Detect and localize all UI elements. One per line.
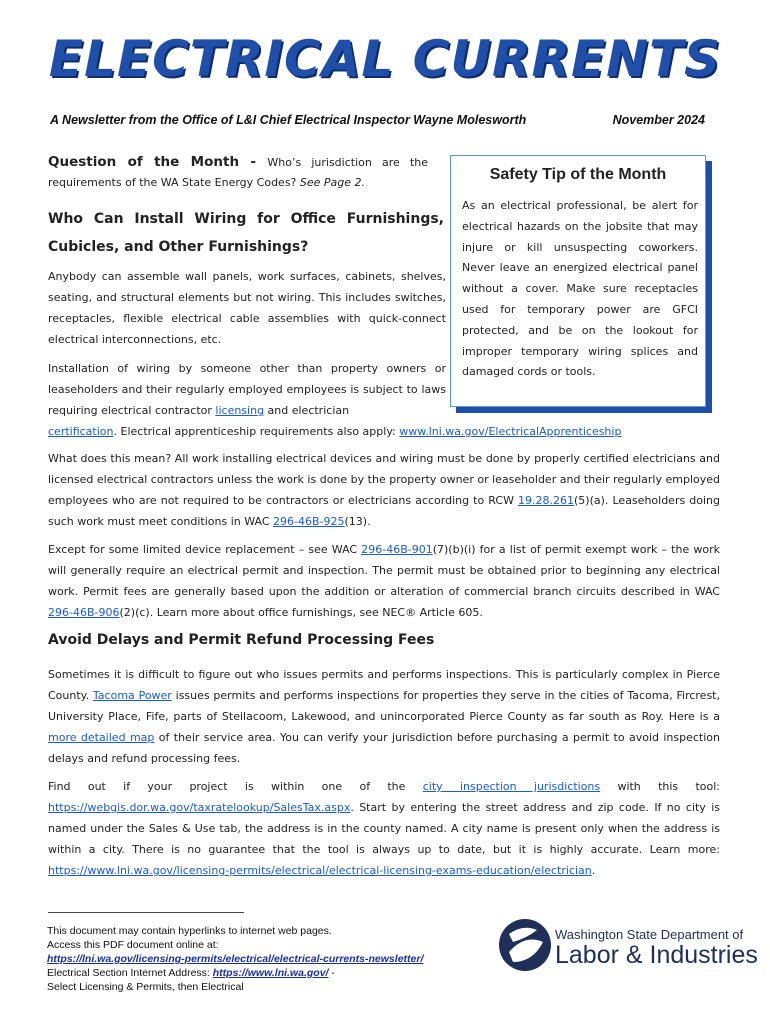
article-heading-permit-fees: Avoid Delays and Permit Refund Processing Fees [48,632,435,648]
wac-901-link[interactable]: 296-46B-901 [361,543,433,556]
article-paragraph [48,358,446,421]
certification-link[interactable]: certification [48,425,114,438]
text-span: of their service area. You can verify your jurisdiction before purchasing a permit to avoid inspection delays and refund processing fees. [48,731,721,765]
footer-line: Electrical Section Internet Address: [47,967,213,979]
rcw-link[interactable]: 19.28.261 [518,494,575,507]
safety-tip-box [450,155,706,407]
question-text: Who’s jurisdiction are the requirements of the WA State Energy Codes? [48,156,428,189]
text-span: Installation of wiring by someone other than property owners or leaseholders and their regularly employed employees is subject to laws requiring electrical contractor [48,362,446,417]
text-span: Except for some limited device replacement – see WAC [48,543,362,556]
footer-line: This document may contain hyperlinks to internet web pages. [47,925,332,937]
apprenticeship-link[interactable]: www.lni.wa.gov/ElectricalApprenticeship [399,425,622,438]
question-of-the-month [48,152,428,193]
text-span: (2)(c). Learn more about office furnishings, see NEC® Article 605. [119,606,483,619]
safety-tip-title: Safety Tip of the Month [489,166,667,183]
text-span: with this tool: [600,780,721,793]
footer-divider [48,912,244,913]
text-span: (5)(a). Leaseholders doing such work must meet conditions in WAC [48,494,721,528]
footer-line: Access this PDF document online at: [47,939,219,951]
logo-agency-name: Labor & Industries [555,941,758,969]
newsletter-subtitle [50,113,705,127]
text-span: (13). [344,515,371,528]
subtitle-text: A Newsletter from the Office of L&I Chief Electrical Inspector Wayne Molesworth [50,113,527,127]
wac-925-link[interactable]: 296-46B-925 [273,515,345,528]
text-span: - [328,967,335,979]
text-span: . Electrical apprenticeship requirements also apply: [113,425,400,438]
newsletter-archive-link[interactable]: https://lni.wa.gov/licensing-permits/electrical/electrical-currents-newsletter/ [47,953,424,965]
lni-home-link[interactable]: https://www.lni.wa.gov/ [212,967,329,979]
newsletter-masthead: ELECTRICAL CURRENTS [48,30,722,88]
text-span: issues permits and performs inspections for properties they serve in the cities of Tacoma, Fircrest, University Place, Fife, parts of Steilacoom, Lakewood, and unincorporated Pierce County as far south as Roy. Here is a [48,689,720,723]
article-paragraph-continued [48,421,728,442]
article-paragraph [48,664,720,769]
article-paragraph [48,539,720,623]
wac-906-link[interactable]: 296-46B-906 [48,606,120,619]
text-span: and electrician [264,404,350,417]
footer-notice [47,924,487,994]
detailed-map-link[interactable]: more detailed map [48,731,155,744]
footer-line: Select Licensing & Permits, then Electrical [47,981,244,993]
licensing-link[interactable]: licensing [215,404,265,417]
tax-lookup-link[interactable]: https://webgis.dor.wa.gov/taxratelookup/SalesTax.aspx [48,801,351,814]
safety-tip-text: As an electrical professional, be alert for electrical hazards on the jobsite that may injure or kill unsuspecting coworkers. Never leave an energized electrical panel without a cover. Make sure receptacles used for temporary power are GFCI protected, and be on the lookout for improper temporary wiring splices and damaged cords or tools. [462,199,698,379]
article-paragraph [48,776,720,881]
article-heading-office-furnishings: Who Can Install Wiring for Office Furnishings, Cubicles, and Other Furnishings? [48,211,444,255]
issue-date: November 2024 [612,113,705,127]
text-span: . Start by entering the street address and zip code. If no city is named under the Sales & Use tab, the address is in the county named. A city name is present only when the address is within a city. There is no guarantee that the tool is always up to date, but it is highly accurate. Learn more: [48,801,720,856]
question-ref: See Page 2. [299,176,366,189]
article-paragraph: Anybody can assemble wall panels, work surfaces, cabinets, shelves, seating, and structural elements but not wiring. This includes switches, receptacles, flexible electrical cable assemblies with quick-connect electrical interconnections, etc. [48,270,446,346]
text-span: (7)(b)(i) for a list of permit exempt work – the work will generally require an electrical permit and inspection. The permit must be obtained prior to beginning any electrical work. Permit fees are generally based upon the addition or alteration of commercial branch circuits described in WAC [48,543,720,598]
text-span: Find out if your project is within one of the [48,780,423,793]
text-span: . [591,864,596,877]
logo-department-line: Washington State Department of [555,927,744,942]
text-span: Sometimes it is difficult to figure out who issues permits and performs inspections. This is particularly complex in Pierce County. [48,668,720,702]
question-label: Question of the Month - [48,154,268,170]
article-paragraph [48,448,720,532]
text-span: What does this mean? All work installing electrical devices and wiring must be done by properly certified electricians and licensed electrical contractors unless the work is done by the property owner or leaseholder and their regularly employed employees who are not required to be contractors or electricians according to RCW [48,452,720,507]
tacoma-power-link[interactable]: Tacoma Power [92,689,172,702]
city-jurisdictions-link[interactable]: city inspection jurisdictions [422,780,601,793]
electrician-licensing-link[interactable]: https://www.lni.wa.gov/licensing-permits/electrical/electrical-licensing-exams-education/electrician [48,864,592,877]
